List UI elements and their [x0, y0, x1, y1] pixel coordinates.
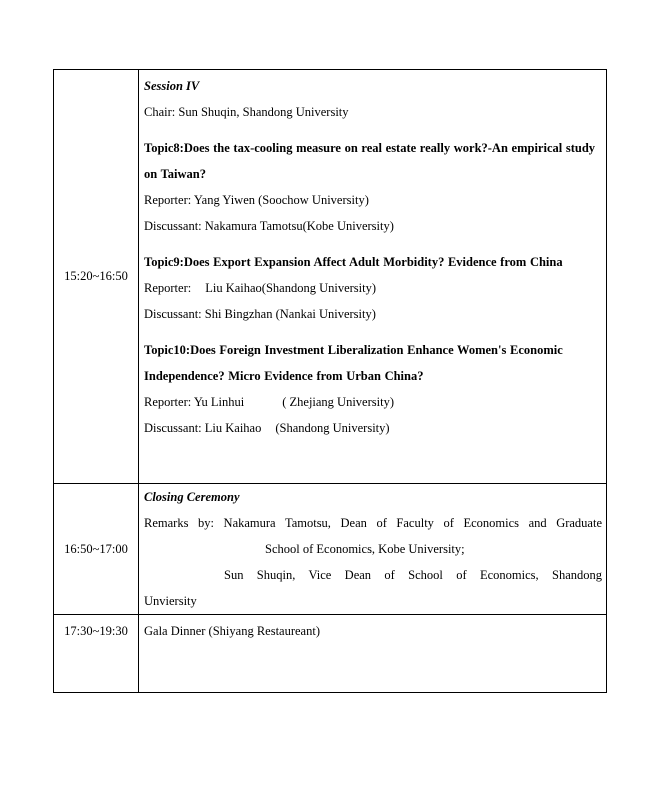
gala-dinner-title: Gala Dinner (Shiyang Restaureant): [144, 624, 320, 638]
topic10-reporter-label: Reporter: Yu Linhui: [144, 395, 245, 409]
topic10-reporter: [144, 389, 602, 415]
closing-ceremony-time: 16:50~17:00: [54, 484, 139, 615]
topic8-discussant: Discussant: Nakamura Tamotsu(Kobe University): [144, 219, 394, 233]
topic10-reporter-affiliation: ( Zhejiang University): [282, 395, 394, 409]
closing-remarks-line-4: Unviersity: [144, 594, 197, 608]
gala-dinner-time: 17:30~19:30: [54, 615, 139, 693]
session-iv-time: 15:20~16:50: [54, 70, 139, 484]
gala-dinner-content: [139, 615, 607, 693]
session-iv-title: Session IV: [144, 79, 200, 93]
closing-ceremony-content: [139, 484, 607, 615]
session-iv-content: [139, 70, 607, 484]
gala-dinner-row: [54, 615, 607, 693]
topic10-discussant-label: Discussant: Liu Kaihao: [144, 421, 262, 435]
topic8-title: Topic8:Does the tax-cooling measure on real estate really work?-An empirical study on Taiwan?: [144, 141, 596, 181]
closing-remarks-line-1: Remarks by: Nakamura Tamotsu, Dean of Faculty of Economics and Graduate: [144, 516, 602, 530]
topic9-reporter-label: Reporter:: [144, 281, 192, 295]
topic9-reporter: [144, 275, 602, 301]
topic9-reporter-name: Liu Kaihao(Shandong University): [205, 281, 377, 295]
topic10-discussant-affiliation: (Shandong University): [275, 421, 390, 435]
schedule-table: [53, 69, 607, 693]
closing-ceremony-row: [54, 484, 607, 615]
closing-remarks-line-2: School of Economics, Kobe University;: [265, 542, 465, 556]
topic9-title: Topic9:Does Export Expansion Affect Adult Morbidity? Evidence from China: [144, 255, 563, 269]
session-iv-chair: Chair: Sun Shuqin, Shandong University: [144, 105, 349, 119]
closing-remarks-line-3: Sun Shuqin, Vice Dean of School of Economics, Shandong: [224, 568, 602, 582]
session-iv-row: [54, 70, 607, 484]
topic10-title: Topic10:Does Foreign Investment Liberalization Enhance Women's Economic Independence? Micro Evidence from Urban China?: [144, 343, 563, 383]
topic10-discussant: [144, 415, 602, 441]
topic9-discussant: Discussant: Shi Bingzhan (Nankai University): [144, 307, 376, 321]
topic8-reporter: Reporter: Yang Yiwen (Soochow University): [144, 193, 369, 207]
closing-ceremony-title: Closing Ceremony: [144, 490, 240, 504]
